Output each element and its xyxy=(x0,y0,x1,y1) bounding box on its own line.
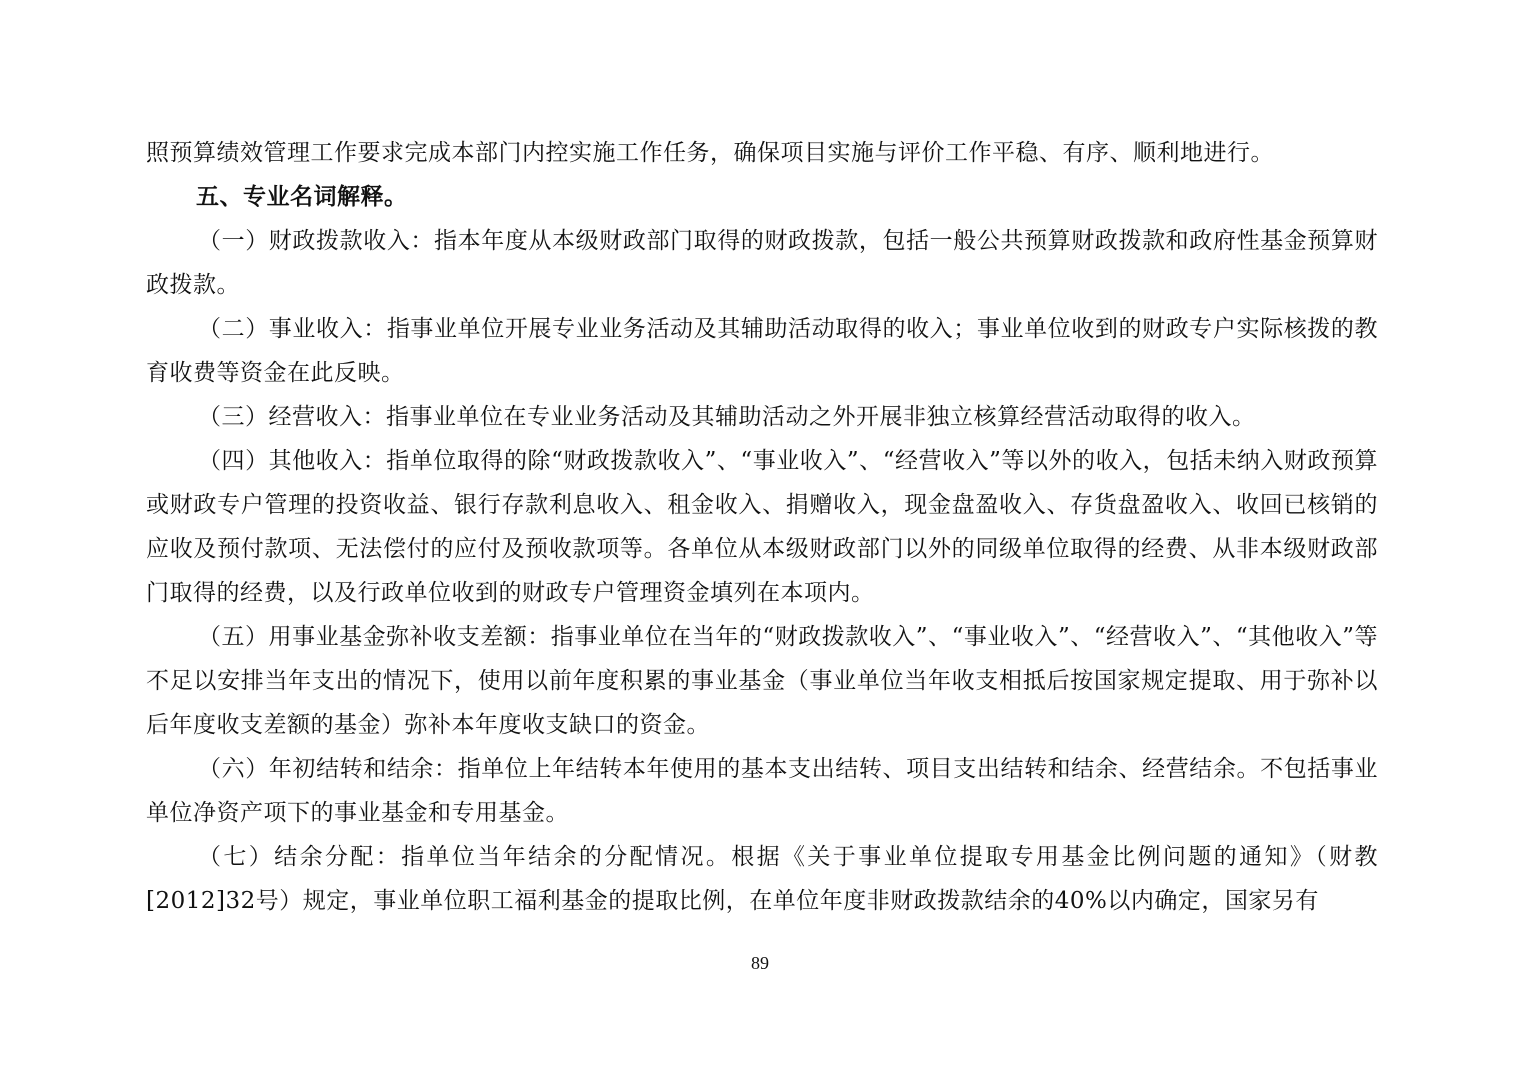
definition-item-2 xyxy=(146,307,1378,395)
term-definition: ：指事业单位在当年的“财政拨款收入”、“事业收入”、“经营收入”、“其他收入”等不足以安排当年支出的情况下，使用以前年度积累的事业基金（事业单位当年收支相抵后按国家规定提取、用于弥补以后年度收支差额的基金）弥补本年度收支缺口的资金。 xyxy=(146,624,1378,738)
page-number: 89 xyxy=(751,953,769,973)
term-label: （一）财政拨款收入 xyxy=(198,228,411,254)
term-label: （二）事业收入 xyxy=(198,316,364,342)
term-label: （三）经营收入 xyxy=(198,404,363,430)
term-label: （七）结余分配 xyxy=(198,844,376,870)
term-definition: ：指事业单位开展专业业务活动及其辅助活动取得的收入；事业单位收到的财政专户实际核拨的教育收费等资金在此反映。 xyxy=(146,316,1379,386)
definition-item-7 xyxy=(146,835,1378,923)
definition-item-3 xyxy=(146,395,1378,439)
continuation-paragraph: 照预算绩效管理工作要求完成本部门内控实施工作任务，确保项目实施与评价工作平稳、有序、顺利地进行。 xyxy=(146,140,1274,166)
term-definition: ：指本年度从本级财政部门取得的财政拨款，包括一般公共预算财政拨款和政府性基金预算财政拨款。 xyxy=(146,228,1379,298)
definition-item-6 xyxy=(146,747,1378,835)
definition-item-5 xyxy=(146,615,1378,747)
term-label: （六）年初结转和结余 xyxy=(198,756,435,782)
term-definition: ：指单位当年结余的分配情况。根据《关于事业单位提取专用基金比例问题的通知》（财教[2012]32号）规定，事业单位职工福利基金的提取比例，在单位年度非财政拨款结余的40%以内确定，国家另有 xyxy=(146,844,1379,914)
term-definition: ：指单位上年结转本年使用的基本支出结转、项目支出结转和结余、经营结余。不包括事业单位净资产项下的事业基金和专用基金。 xyxy=(146,756,1379,826)
definition-item-4 xyxy=(146,439,1378,615)
term-definition: ：指单位取得的除“财政拨款收入”、“事业收入”、“经营收入”等以外的收入，包括未纳入财政预算或财政专户管理的投资收益、银行存款利息收入、租金收入、捐赠收入，现金盘盈收入、存货盘盈收入、收回已核销的应收及预付款项、无法偿付的应付及预收款项等。各单位从本级财政部门以外的同级单位取得的经费、从非本级财政部门取得的经费，以及行政单位收到的财政专户管理资金填列在本项内。 xyxy=(146,448,1378,606)
definition-item-1 xyxy=(146,219,1378,307)
section-heading: 五、专业名词解释。 xyxy=(196,183,408,210)
term-definition: ：指事业单位在专业业务活动及其辅助活动之外开展非独立核算经营活动取得的收入。 xyxy=(362,404,1256,430)
body-text xyxy=(146,131,1378,923)
term-label: （四）其他收入 xyxy=(198,448,363,474)
term-label: （五）用事业基金弥补收支差额 xyxy=(198,624,528,650)
